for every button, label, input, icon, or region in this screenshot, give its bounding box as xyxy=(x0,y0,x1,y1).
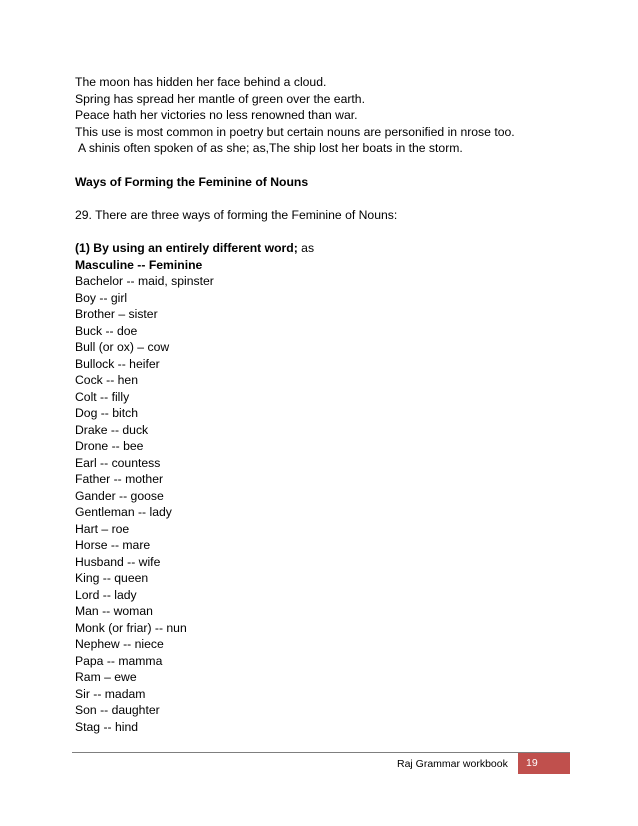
pair-item: Father -- mother xyxy=(75,472,164,486)
intro-line: Peace hath her victories no less renowned than war. xyxy=(75,108,358,122)
pair-item: Colt -- filly xyxy=(75,389,130,404)
method-heading-bold: (1) By using an entirely different word; xyxy=(75,241,298,255)
section-heading-block xyxy=(75,174,308,191)
pair-item: Stag -- hind xyxy=(75,719,139,734)
pair-item: Sir -- madam xyxy=(75,686,146,701)
intro-line: A shinis often spoken of as she; as,The ship lost her boats in the storm. xyxy=(78,141,463,155)
pair-item: Bullock -- heifer xyxy=(75,356,160,371)
pair-item: Brother – sister xyxy=(75,307,158,321)
pair-item: Husband -- wife xyxy=(75,554,161,569)
pair-item: Cock -- hen xyxy=(75,373,138,387)
intro-line: Spring has spread her mantle of green over the earth. xyxy=(75,91,365,106)
pair-item: Man -- woman xyxy=(75,604,153,618)
pair-item: Horse -- mare xyxy=(75,538,151,552)
pair-item: Bachelor -- maid, spinster xyxy=(75,274,214,288)
footer-label: Raj Grammar workbook xyxy=(397,758,508,770)
page-number-badge: 19 xyxy=(518,753,570,774)
masculine-feminine-list xyxy=(75,240,314,735)
pair-item: Gander -- goose xyxy=(75,488,164,503)
pair-item: Papa -- mamma xyxy=(75,653,163,668)
pair-item: Drone -- bee xyxy=(75,439,144,453)
rule-paragraph: 29. There are three ways of forming the Feminine of Nouns: xyxy=(75,208,398,222)
paragraph-block xyxy=(75,207,397,224)
pair-item: King -- queen xyxy=(75,571,149,585)
pair-item: Monk (or friar) -- nun xyxy=(75,620,187,635)
method-heading-suffix: as xyxy=(297,241,315,255)
column-header: Masculine -- Feminine xyxy=(75,257,203,272)
pair-item: Drake -- duck xyxy=(75,422,149,437)
pair-item: Bull (or ox) – cow xyxy=(75,340,170,354)
pair-item: Dog -- bitch xyxy=(75,406,138,420)
pair-item: Gentleman -- lady xyxy=(75,505,172,519)
footer-rule xyxy=(72,752,570,753)
section-heading: Ways of Forming the Feminine of Nouns xyxy=(75,175,309,189)
pair-item: Son -- daughter xyxy=(75,703,160,717)
pair-list xyxy=(75,273,314,735)
pair-item: Hart – roe xyxy=(75,521,130,536)
intro-line: This use is most common in poetry but certain nouns are personified in nrose too. xyxy=(75,124,515,139)
intro-examples xyxy=(75,74,515,157)
pair-item: Boy -- girl xyxy=(75,290,128,305)
intro-line: The moon has hidden her face behind a cloud. xyxy=(75,75,327,89)
pair-item: Earl -- countess xyxy=(75,455,161,470)
pair-item: Ram – ewe xyxy=(75,670,137,684)
pair-item: Buck -- doe xyxy=(75,323,138,338)
pair-item: Lord -- lady xyxy=(75,587,137,602)
method-heading xyxy=(75,240,314,257)
pair-item: Nephew -- niece xyxy=(75,637,164,651)
